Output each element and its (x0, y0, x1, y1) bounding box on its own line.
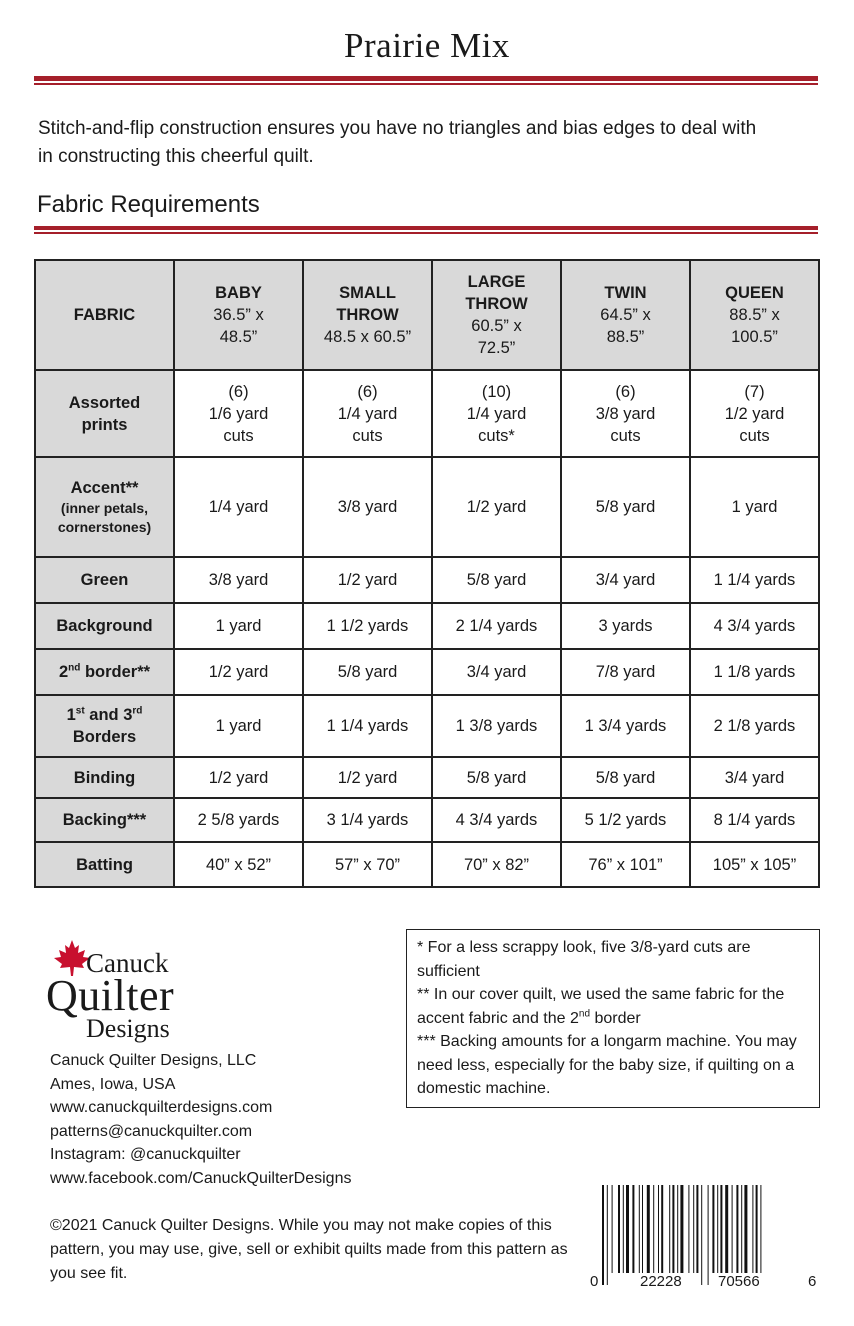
table-cell: 105” x 105” (690, 842, 819, 887)
barcode-digit-left: 0 (590, 1273, 599, 1290)
barcode-bar (736, 1185, 738, 1273)
facebook-link[interactable]: www.facebook.com/CanuckQuilterDesigns (50, 1169, 352, 1187)
barcode-bars (602, 1185, 814, 1285)
table-row (35, 649, 819, 695)
table-cell: 1 1/2 yards (303, 603, 432, 649)
table-cell: 5 1/2 yards (561, 798, 690, 842)
barcode-digits-group-1: 22228 (640, 1273, 682, 1290)
table-cell: 1 3/4 yards (561, 695, 690, 757)
table-cell: (6) 3/8 yard cuts (561, 370, 690, 457)
table-cell: 1 1/4 yards (690, 557, 819, 603)
table-cell: 1 3/8 yards (432, 695, 561, 757)
company-location: Ames, Iowa, USA (50, 1075, 176, 1093)
table-cell: 3/8 yard (174, 557, 303, 603)
table-cell: 70” x 82” (432, 842, 561, 887)
table-row (35, 842, 819, 887)
row-label-green: Green (35, 557, 174, 603)
row-label-binding: Binding (35, 757, 174, 798)
table-cell: (7) 1/2 yard cuts (690, 370, 819, 457)
barcode-bar (756, 1185, 758, 1273)
table-cell: 3/4 yard (690, 757, 819, 798)
table-row (35, 557, 819, 603)
barcode-digit-right: 6 (808, 1273, 817, 1290)
barcode-bar (752, 1185, 753, 1273)
barcode-bar (672, 1185, 674, 1273)
header-small-throw: SMALL THROW 48.5 x 60.5” (303, 260, 432, 370)
table-cell: (10) 1/4 yard cuts* (432, 370, 561, 457)
table-cell: 5/8 yard (561, 757, 690, 798)
barcode-bar (677, 1185, 678, 1273)
footnote-2: ** In our cover quilt, we used the same fabric for the accent fabric and the 2nd border (417, 986, 785, 1027)
table-cell: 2 1/8 yards (690, 695, 819, 757)
table-cell: 76” x 101” (561, 842, 690, 887)
table-cell: 3/8 yard (303, 457, 432, 557)
barcode-bar (732, 1185, 733, 1273)
table-cell: 1/2 yard (174, 757, 303, 798)
page-title: Prairie Mix (344, 26, 510, 65)
barcode-bar (696, 1185, 698, 1273)
table-cell: 3/4 yard (561, 557, 690, 603)
barcode-bar (708, 1185, 709, 1285)
barcode-bar (693, 1185, 694, 1273)
logo-word-1: Canuck (86, 948, 169, 978)
fabric-requirements-table (34, 259, 820, 888)
table-cell: 2 5/8 yards (174, 798, 303, 842)
table-row (35, 457, 819, 557)
barcode-bar (607, 1185, 608, 1285)
table-cell: 4 3/4 yards (690, 603, 819, 649)
table-cell: 8 1/4 yards (690, 798, 819, 842)
table-cell: 1/2 yard (303, 757, 432, 798)
barcode-bar (632, 1185, 634, 1273)
barcode-digits-group-2: 70566 (718, 1273, 760, 1290)
barcode-bar (669, 1185, 670, 1273)
table-cell: 1/2 yard (174, 649, 303, 695)
barcode-bar (680, 1185, 683, 1273)
barcode-bar (712, 1185, 714, 1273)
website-link[interactable]: www.canuckquilterdesigns.com (50, 1099, 273, 1116)
company-name: Canuck Quilter Designs, LLC (50, 1052, 257, 1069)
barcode-bar (725, 1185, 728, 1273)
table-cell: 57” x 70” (303, 842, 432, 887)
barcode-bar (744, 1185, 747, 1273)
barcode-bar (618, 1185, 620, 1273)
title-rule (34, 76, 818, 85)
section-rule (34, 226, 818, 234)
row-label-background: Background (35, 603, 174, 649)
barcode-bar (661, 1185, 663, 1273)
barcode-bar (612, 1185, 613, 1273)
barcode-bar (741, 1185, 742, 1273)
table-cell: 1/2 yard (303, 557, 432, 603)
table-cell: 5/8 yard (561, 457, 690, 557)
copyright-notice: ©2021 Canuck Quilter Designs. While you may not make copies of this pattern, you may use, give, sell or exhibit quilts made from this pattern as you see fit. (50, 1217, 568, 1282)
table-cell: 3 1/4 yards (303, 798, 432, 842)
table-cell: 4 3/4 yards (432, 798, 561, 842)
barcode-bar (602, 1185, 604, 1285)
instagram-handle: Instagram: @canuckquilter (50, 1146, 241, 1163)
barcode (590, 1185, 818, 1295)
barcode-bar (642, 1185, 643, 1273)
row-label-2nd-border: 2nd border** (35, 649, 174, 695)
table-cell: 40” x 52” (174, 842, 303, 887)
footnote-1: * For a less scrappy look, five 3/8-yard cuts are sufficient (417, 939, 751, 980)
table-cell: 1 1/8 yards (690, 649, 819, 695)
table-cell: 3/4 yard (432, 649, 561, 695)
row-label-accent: Accent** (inner petals, cornerstones) (35, 457, 174, 557)
barcode-bar (639, 1185, 640, 1273)
header-twin: TWIN 64.5” x 88.5” (561, 260, 690, 370)
table-cell: 5/8 yard (303, 649, 432, 695)
barcode-bar (760, 1185, 761, 1273)
header-queen: QUEEN 88.5” x 100.5” (690, 260, 819, 370)
barcode-bar (720, 1185, 722, 1273)
header-corner: FABRIC (35, 260, 174, 370)
contact-info (50, 1049, 351, 1190)
table-cell: 1/2 yard (432, 457, 561, 557)
table-cell: 1 1/4 yards (303, 695, 432, 757)
row-label-assorted-prints: Assorted prints (35, 370, 174, 457)
barcode-bar (647, 1185, 650, 1273)
table-row (35, 370, 819, 457)
barcode-bar (717, 1185, 718, 1273)
table-cell: 2 1/4 yards (432, 603, 561, 649)
barcode-bar (623, 1185, 624, 1273)
table-cell: (6) 1/6 yard cuts (174, 370, 303, 457)
table-cell: 5/8 yard (432, 757, 561, 798)
section-title: Fabric Requirements (37, 191, 260, 218)
logo-word-2: Quilter (46, 971, 175, 1020)
table-cell: (6) 1/4 yard cuts (303, 370, 432, 457)
table-cell: 1 yard (174, 603, 303, 649)
barcode-bar (701, 1185, 702, 1285)
email-link[interactable]: patterns@canuckquilter.com (50, 1122, 253, 1140)
barcode-bar (658, 1185, 659, 1273)
table-cell: 1 yard (174, 695, 303, 757)
table-cell: 7/8 yard (561, 649, 690, 695)
table-row (35, 757, 819, 798)
logo-word-3: Designs (86, 1014, 170, 1043)
barcode-bar (626, 1185, 629, 1273)
table-cell: 5/8 yard (432, 557, 561, 603)
table-row (35, 695, 819, 757)
header-baby: BABY 36.5” x 48.5” (174, 260, 303, 370)
footnote-3: *** Backing amounts for a longarm machine. You may need less, especially for the baby size, if quilting on a domestic machine. (417, 1033, 797, 1097)
table-cell: 1 yard (690, 457, 819, 557)
table-cell: 3 yards (561, 603, 690, 649)
table-cell: 1/4 yard (174, 457, 303, 557)
row-label-1st-3rd-borders: 1st and 3rd Borders (35, 695, 174, 757)
intro-text: Stitch-and-flip construction ensures you have no triangles and bias edges to deal with in constructing this cheerful quilt. (38, 118, 757, 167)
table-row (35, 603, 819, 649)
row-label-batting: Batting (35, 842, 174, 887)
header-large-throw: LARGE THROW 60.5” x 72.5” (432, 260, 561, 370)
barcode-bar (653, 1185, 654, 1273)
table-row (35, 798, 819, 842)
footnotes-box (406, 929, 820, 1108)
table-header-row (35, 260, 819, 370)
barcode-bar (688, 1185, 689, 1273)
row-label-backing: Backing*** (35, 798, 174, 842)
company-logo (46, 938, 206, 1043)
